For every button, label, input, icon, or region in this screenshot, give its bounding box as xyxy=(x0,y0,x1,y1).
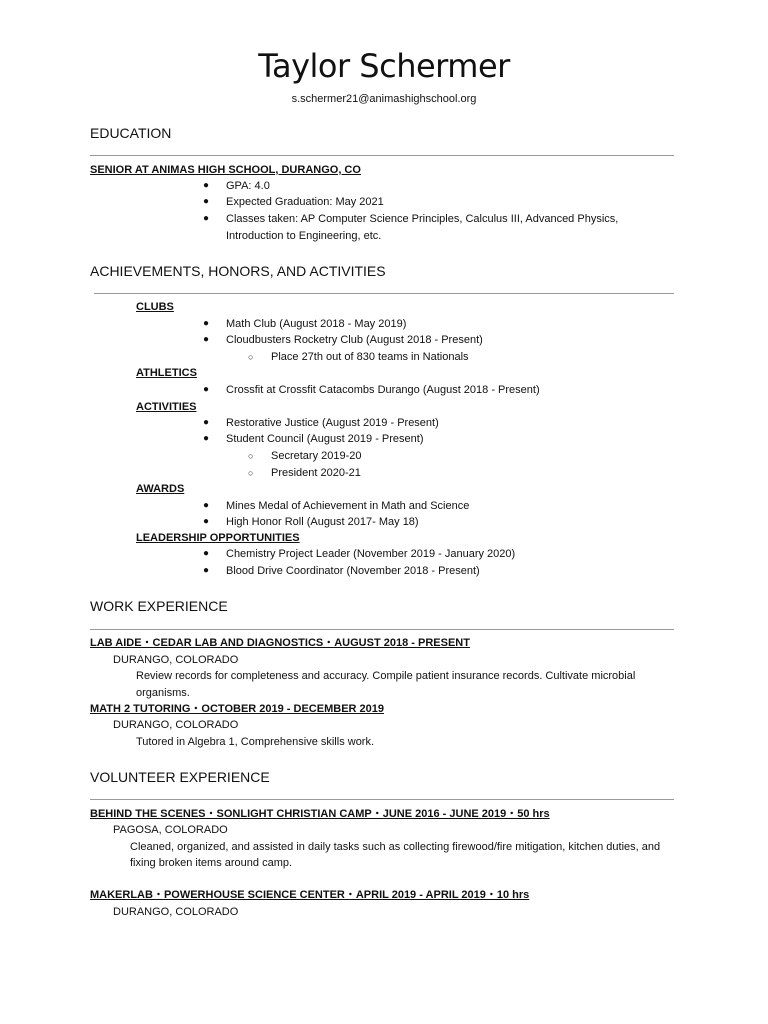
club-item: Math Club (August 2018 - May 2019) xyxy=(226,318,407,330)
email-address: s.schermer21@animashighschool.org xyxy=(291,93,477,105)
volunteer-title: MAKERLAB・POWERHOUSE SCIENCE CENTER・APRIL 2019 - APRIL 2019・10 hrs xyxy=(90,889,530,901)
bullet-icon: ● xyxy=(203,500,210,511)
education-heading: EDUCATION xyxy=(90,125,172,141)
leadership-item: Blood Drive Coordinator (November 2018 - Present) xyxy=(226,565,480,577)
activities-label: ACTIVITIES xyxy=(136,401,197,413)
leadership-item: Chemistry Project Leader (November 2019 - January 2020) xyxy=(226,548,516,560)
job-description: organisms. xyxy=(136,687,190,699)
achievements-heading: ACHIEVEMENTS, HONORS, AND ACTIVITIES xyxy=(90,263,386,279)
volunteer-description: Cleaned, organized, and assisted in daily tasks such as collecting firewood/fire mitigation, kitchen duties, and xyxy=(130,841,661,853)
education-bullet-continued: Introduction to Engineering, etc. xyxy=(226,230,382,242)
work-divider xyxy=(90,629,674,630)
job-description: Tutored in Algebra 1, Comprehensive skills work. xyxy=(136,736,375,748)
education-bullet: GPA: 4.0 xyxy=(226,180,270,192)
activity-subitem: Secretary 2019-20 xyxy=(271,450,362,462)
bullet-icon: ● xyxy=(203,180,210,191)
awards-label: AWARDS xyxy=(136,483,185,495)
education-bullet: Classes taken: AP Computer Science Principles, Calculus III, Advanced Physics, xyxy=(226,213,619,225)
bullet-icon: ● xyxy=(203,565,210,576)
job-title: MATH 2 TUTORING・OCTOBER 2019 - DECEMBER 2019 xyxy=(90,703,385,715)
athletics-item: Crossfit at Crossfit Catacombs Durango (August 2018 - Present) xyxy=(226,384,540,396)
award-item: Mines Medal of Achievement in Math and Science xyxy=(226,500,470,512)
job-location: DURANGO, COLORADO xyxy=(113,654,239,666)
education-entry-title: SENIOR AT ANIMAS HIGH SCHOOL, DURANGO, CO xyxy=(90,164,361,176)
volunteer-location: PAGOSA, COLORADO xyxy=(113,824,228,836)
volunteer-heading: VOLUNTEER EXPERIENCE xyxy=(90,769,270,785)
club-subitem: Place 27th out of 830 teams in Nationals xyxy=(271,351,469,363)
award-item: High Honor Roll (August 2017- May 18) xyxy=(226,516,419,528)
bullet-icon: ● xyxy=(203,548,210,559)
athletics-label: ATHLETICS xyxy=(136,367,197,379)
volunteer-location: DURANGO, COLORADO xyxy=(113,906,239,918)
clubs-label: CLUBS xyxy=(136,301,174,313)
job-title: LAB AIDE・CEDAR LAB AND DIAGNOSTICS・AUGUST 2018 - PRESENT xyxy=(90,637,470,649)
resume-name: Taylor Schermer xyxy=(258,47,510,85)
education-divider xyxy=(90,155,674,156)
volunteer-description: fixing broken items around camp. xyxy=(130,857,293,869)
volunteer-title: BEHIND THE SCENES・SONLIGHT CHRISTIAN CAMP・JUNE 2016 - JUNE 2019・50 hrs xyxy=(90,808,550,820)
circle-bullet-icon: ○ xyxy=(248,352,254,362)
bullet-icon: ● xyxy=(203,213,210,224)
bullet-icon: ● xyxy=(203,334,210,345)
job-location: DURANGO, COLORADO xyxy=(113,719,239,731)
circle-bullet-icon: ○ xyxy=(248,451,254,461)
education-bullet: Expected Graduation: May 2021 xyxy=(226,196,384,208)
activity-item: Student Council (August 2019 - Present) xyxy=(226,433,424,445)
circle-bullet-icon: ○ xyxy=(248,468,254,478)
achievements-divider xyxy=(94,293,674,294)
work-heading: WORK EXPERIENCE xyxy=(90,598,228,614)
bullet-icon: ● xyxy=(203,433,210,444)
leadership-label: LEADERSHIP OPPORTUNITIES xyxy=(136,532,300,544)
volunteer-divider xyxy=(90,799,674,800)
bullet-icon: ● xyxy=(203,318,210,329)
job-description: Review records for completeness and accuracy. Compile patient insurance records. Cultivate microbial xyxy=(136,670,636,682)
bullet-icon: ● xyxy=(203,516,210,527)
activity-item: Restorative Justice (August 2019 - Present) xyxy=(226,417,439,429)
activity-subitem: President 2020-21 xyxy=(271,467,361,479)
bullet-icon: ● xyxy=(203,417,210,428)
club-item: Cloudbusters Rocketry Club (August 2018 - Present) xyxy=(226,334,483,346)
bullet-icon: ● xyxy=(203,384,210,395)
bullet-icon: ● xyxy=(203,196,210,207)
